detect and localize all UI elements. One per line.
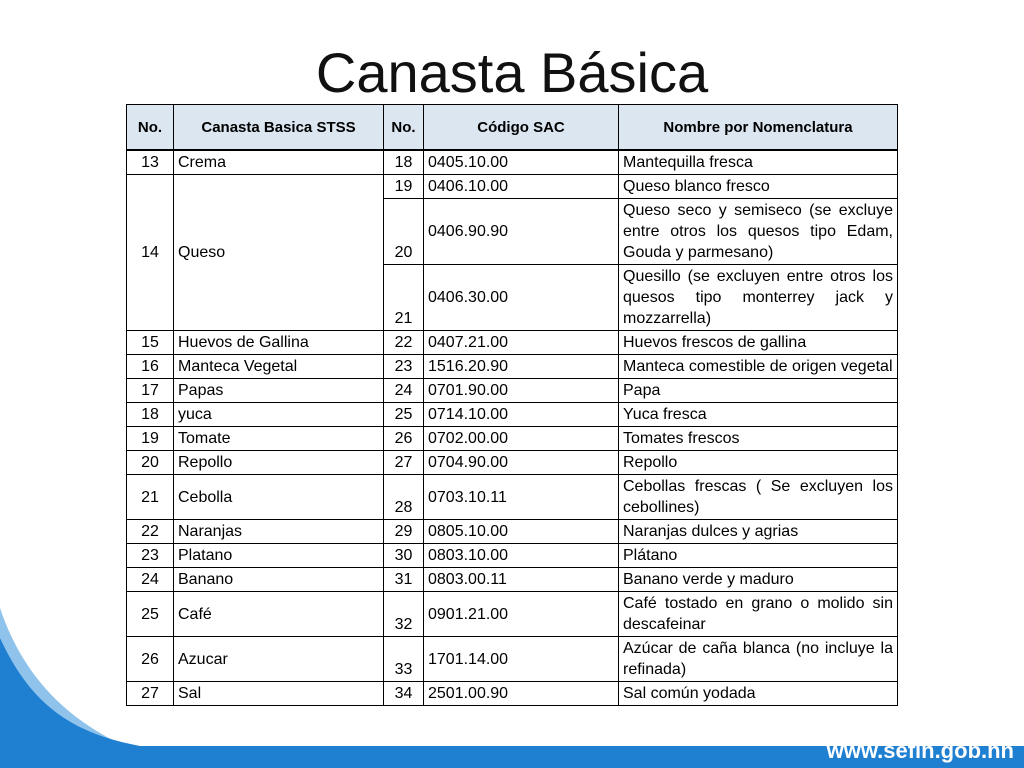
row-desc: Naranjas dulces y agrias [619,520,898,544]
row-sub-no: 32 [384,592,424,637]
row-sub-no: 19 [384,175,424,199]
row-sub-no: 20 [384,199,424,265]
row-item: Cebolla [174,475,384,520]
table-row [127,427,898,451]
row-desc: Manteca comestible de origen vegetal [619,355,898,379]
row-desc: Yuca fresca [619,403,898,427]
row-item: Huevos de Gallina [174,331,384,355]
table-row [127,379,898,403]
header-row [127,105,898,151]
row-no: 17 [127,379,174,403]
row-desc: Queso blanco fresco [619,175,898,199]
row-sub-no: 26 [384,427,424,451]
row-code: 0406.90.90 [424,199,619,265]
row-code: 0407.21.00 [424,331,619,355]
row-no: 15 [127,331,174,355]
row-code: 0704.90.00 [424,451,619,475]
footer-url[interactable]: www.sefin.gob.hn [826,738,1014,763]
row-sub-no: 25 [384,403,424,427]
row-sub-no: 24 [384,379,424,403]
row-no: 21 [127,475,174,520]
row-desc: Repollo [619,451,898,475]
table-row [127,331,898,355]
row-sub-no: 34 [384,682,424,706]
row-code: 0406.30.00 [424,265,619,331]
row-item: Manteca Vegetal [174,355,384,379]
row-code: 1516.20.90 [424,355,619,379]
row-no: 16 [127,355,174,379]
row-item: Naranjas [174,520,384,544]
row-desc: Azúcar de caña blanca (no incluye la refinada) [619,637,898,682]
row-sub-no: 23 [384,355,424,379]
row-desc: Tomates frescos [619,427,898,451]
row-code: 0703.10.11 [424,475,619,520]
row-no: 22 [127,520,174,544]
header-canasta: Canasta Basica STSS [174,105,384,151]
row-code: 0406.10.00 [424,175,619,199]
row-desc: Sal común yodada [619,682,898,706]
row-desc: Huevos frescos de gallina [619,331,898,355]
header-codigo: Código SAC [424,105,619,151]
row-code: 0714.10.00 [424,403,619,427]
row-desc: Quesillo (se excluyen entre otros los quesos tipo monterrey jack y mozzarrella) [619,265,898,331]
row-no: 27 [127,682,174,706]
table-row [127,475,898,520]
table-row [127,150,898,175]
table-row [127,175,898,199]
row-item: Banano [174,568,384,592]
row-code: 0405.10.00 [424,150,619,175]
row-sub-no: 29 [384,520,424,544]
row-code: 0702.00.00 [424,427,619,451]
header-no: No. [127,105,174,151]
row-sub-no: 22 [384,331,424,355]
table-row [127,403,898,427]
row-code: 0803.00.11 [424,568,619,592]
table-row [127,451,898,475]
row-item: Papas [174,379,384,403]
row-sub-no: 31 [384,568,424,592]
row-no: 23 [127,544,174,568]
table-row [127,682,898,706]
row-no: 25 [127,592,174,637]
row-no: 26 [127,637,174,682]
table-row [127,355,898,379]
row-code: 0701.90.00 [424,379,619,403]
row-item: Azucar [174,637,384,682]
table-row [127,592,898,637]
row-code: 0901.21.00 [424,592,619,637]
row-item: Repollo [174,451,384,475]
header-sub-no: No. [384,105,424,151]
row-code: 0805.10.00 [424,520,619,544]
slide-title: Canasta Básica [315,41,709,104]
row-no: 18 [127,403,174,427]
row-no: 24 [127,568,174,592]
row-item: Queso [174,175,384,331]
row-item: yuca [174,403,384,427]
row-sub-no: 28 [384,475,424,520]
row-item: Tomate [174,427,384,451]
row-sub-no: 27 [384,451,424,475]
row-no: 19 [127,427,174,451]
row-item: Platano [174,544,384,568]
row-item: Café [174,592,384,637]
header-nombre: Nombre por Nomenclatura [619,105,898,151]
row-code: 2501.00.90 [424,682,619,706]
row-no: 14 [127,175,174,331]
row-desc: Queso seco y semiseco (se excluye entre otros los quesos tipo Edam, Gouda y parmesano) [619,199,898,265]
row-desc: Banano verde y maduro [619,568,898,592]
row-sub-no: 18 [384,150,424,175]
row-code: 1701.14.00 [424,637,619,682]
table-row [127,520,898,544]
table-row [127,568,898,592]
row-desc: Papa [619,379,898,403]
row-desc: Cebollas frescas ( Se excluyen los cebollines) [619,475,898,520]
row-sub-no: 33 [384,637,424,682]
row-desc: Mantequilla fresca [619,150,898,175]
table-row [127,544,898,568]
row-code: 0803.10.00 [424,544,619,568]
row-item: Sal [174,682,384,706]
row-desc: Plátano [619,544,898,568]
row-sub-no: 30 [384,544,424,568]
row-desc: Café tostado en grano o molido sin descafeinar [619,592,898,637]
row-no: 20 [127,451,174,475]
row-no: 13 [127,150,174,175]
table-row [127,637,898,682]
canasta-table [126,104,898,706]
row-item: Crema [174,150,384,175]
row-sub-no: 21 [384,265,424,331]
